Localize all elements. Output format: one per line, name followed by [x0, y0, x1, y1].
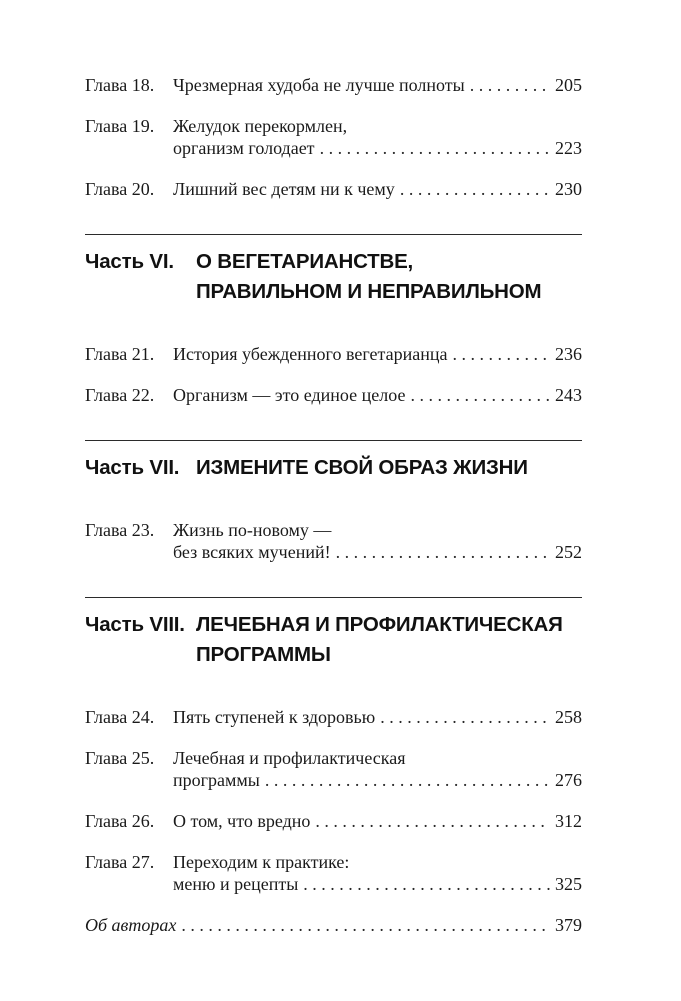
chapter-label: Глава 25. — [85, 748, 155, 768]
toc-section — [85, 706, 582, 895]
chapter-title: Пять ступеней к здоровью — [173, 707, 376, 727]
toc-entry — [85, 343, 582, 365]
part-title-line: ИЗМЕНИТЕ СВОЙ ОБРАЗ ЖИЗНИ — [196, 456, 528, 479]
chapter-label: Глава 23. — [85, 520, 155, 540]
dot-leader — [470, 74, 550, 96]
part-title-line: ЛЕЧЕБНАЯ И ПРОФИЛАКТИЧЕСКАЯ — [196, 613, 563, 636]
part-title-line: ПРАВИЛЬНОМ И НЕПРАВИЛЬНОМ — [196, 280, 542, 303]
dot-leader — [315, 810, 550, 832]
authors-entry — [85, 914, 582, 936]
chapter-title-line: Лечебная и профилактическая — [173, 748, 406, 768]
chapter-title-line: меню и рецепты — [173, 874, 299, 894]
page-number: 312 — [555, 811, 582, 831]
dot-leader — [303, 873, 550, 895]
chapter-title: Чрезмерная худоба не лучше полноты — [173, 75, 465, 95]
toc-entry — [85, 747, 582, 791]
page-number: 379 — [555, 915, 582, 935]
section-divider — [85, 440, 582, 441]
chapter-title-line: Желудок перекормлен, — [173, 116, 348, 136]
chapter-title: Лишний вес детям ни к чему — [173, 179, 395, 199]
chapter-title-line: без всяких мучений! — [173, 542, 331, 562]
chapter-label: Глава 19. — [85, 116, 155, 136]
toc-entry — [85, 706, 582, 728]
section-divider — [85, 597, 582, 598]
part-heading — [85, 453, 582, 483]
dot-leader — [380, 706, 550, 728]
dot-leader — [336, 541, 550, 563]
toc-entry — [85, 851, 582, 895]
chapter-label: Глава 18. — [85, 75, 155, 95]
dot-leader — [410, 384, 550, 406]
page-number: 230 — [555, 179, 582, 199]
page-number: 223 — [555, 138, 582, 158]
part-label: Часть VII. — [85, 456, 180, 479]
page-number: 258 — [555, 707, 582, 727]
toc-entry — [85, 519, 582, 563]
page-number: 236 — [555, 344, 582, 364]
chapter-label: Глава 26. — [85, 811, 155, 831]
chapter-title-line: программы — [173, 770, 260, 790]
part-title-line: О ВЕГЕТАРИАНСТВЕ, — [196, 250, 414, 273]
toc-section — [85, 343, 582, 406]
chapter-title-line: организм голодает — [173, 138, 315, 158]
part-label: Часть VI. — [85, 250, 174, 273]
part-heading — [85, 610, 582, 670]
dot-leader — [265, 769, 550, 791]
page-number: 325 — [555, 874, 582, 894]
part-heading — [85, 247, 582, 307]
section-divider — [85, 234, 582, 235]
toc-entry — [85, 810, 582, 832]
chapter-title: История убежденного вегетарианца — [173, 344, 448, 364]
page-number: 276 — [555, 770, 582, 790]
part-label: Часть VIII. — [85, 613, 185, 636]
toc-section — [85, 519, 582, 563]
authors-title: Об авторах — [85, 915, 177, 935]
chapter-title-line: Жизнь по-новому — — [173, 520, 332, 540]
toc-section — [85, 74, 582, 200]
chapter-label: Глава 24. — [85, 707, 155, 727]
part-title-line: ПРОГРАММЫ — [196, 643, 331, 666]
chapter-label: Глава 21. — [85, 344, 155, 364]
chapter-label: Глава 27. — [85, 852, 155, 872]
page-number: 252 — [555, 542, 582, 562]
toc-entry — [85, 74, 582, 96]
dot-leader — [181, 914, 550, 936]
chapter-label: Глава 20. — [85, 179, 155, 199]
chapter-title-line: Переходим к практике: — [173, 852, 350, 872]
dot-leader — [400, 178, 550, 200]
chapter-title: Организм — это единое целое — [173, 385, 406, 405]
dot-leader — [452, 343, 550, 365]
page-number: 243 — [555, 385, 582, 405]
chapter-title: О том, что вредно — [173, 811, 311, 831]
toc-entry — [85, 115, 582, 159]
page-number: 205 — [555, 75, 582, 95]
dot-leader — [320, 137, 550, 159]
toc-entry — [85, 178, 582, 200]
toc-entry — [85, 384, 582, 406]
chapter-label: Глава 22. — [85, 385, 155, 405]
